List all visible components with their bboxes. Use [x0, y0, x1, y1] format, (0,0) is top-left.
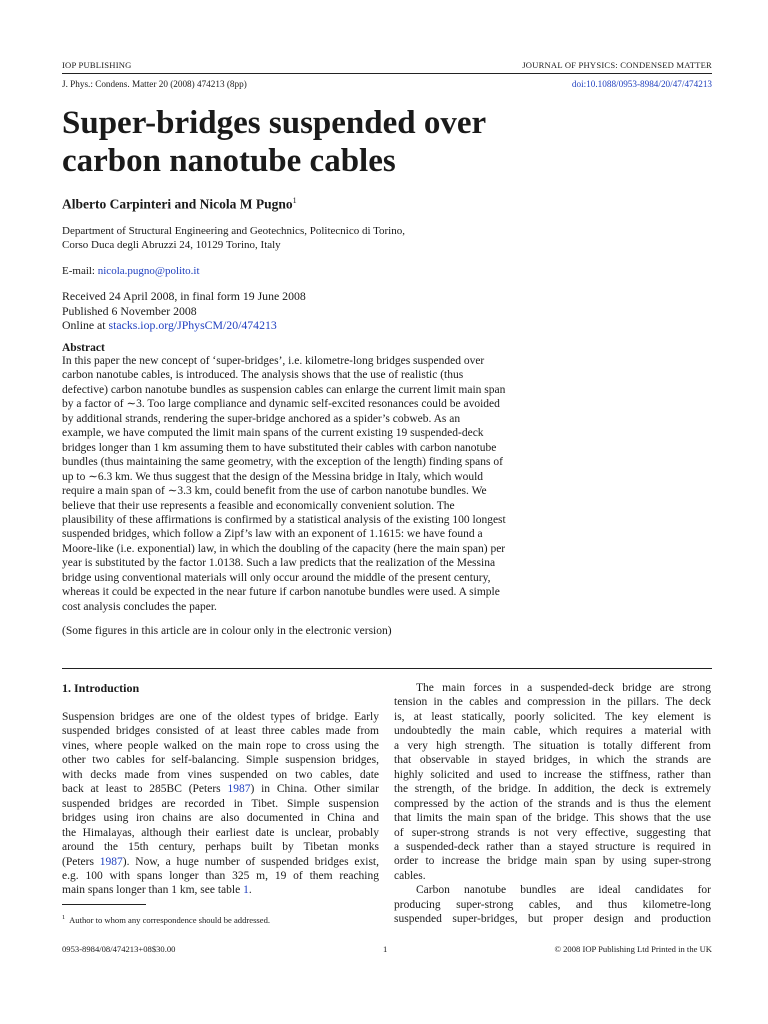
body-text-line: vines, where people walked on the main rope to cross using the: [62, 739, 379, 752]
body-text-line: (Peters 1987). Now, a huge number of suspended bridges exist,: [62, 855, 379, 868]
abstract-body: [62, 354, 552, 614]
copyright: © 2008 IOP Publishing Ltd Printed in the UK: [554, 944, 712, 954]
body-text-line: suspended super-bridges, but proper design and production: [394, 913, 711, 926]
email-link[interactable]: nicola.pugno@polito.it: [97, 265, 200, 277]
author-list: [62, 196, 297, 213]
body-text-line: undoubtedly the main cable, which requires a material with: [394, 725, 711, 738]
body-text-line: a suspended-deck rather than a stayed structure is required in: [394, 840, 711, 853]
body-text-line: that limits the main span of the bridge. This shows that the use: [394, 812, 711, 825]
affiliation-line: Corso Duca degli Abruzzi 24, 10129 Torino, Italy: [62, 238, 281, 251]
body-text-line: bridges using iron chains are also documented in China and: [62, 812, 379, 825]
title-line: Super-bridges suspended over: [62, 105, 487, 141]
abstract-line: year is substituted by the factor 1.0138. Such a law predicts that the realization of the Messina: [62, 557, 496, 570]
abstract-line: bridges longer than 1 km assuming them to have substituted their cables with carbon nanotube: [62, 441, 497, 454]
abstract-line: Moore-like (i.e. exponential) law, in which the doubling of the capacity (here the main span) per: [62, 542, 506, 555]
body-text-line: the Himalayas, although their earliest date is unclear, probably: [62, 826, 379, 839]
body-text-line: other two cables for self-balancing. Simple suspension bridges,: [62, 754, 379, 767]
body-text-line: back at least to 285BC (Peters 1987) in China. Other similar: [62, 783, 379, 796]
article-code: 0953-8984/08/474213+08$30.00: [62, 944, 176, 954]
online-line: [62, 318, 306, 333]
email-line: [62, 265, 200, 277]
abstract-line: bundles (thus maintaining the same geometry, with the exception of the length) finding spans of: [62, 456, 503, 469]
abstract-line: up to ∼6.3 km. We thus suggest that the design of the Messina bridge in Italy, which would: [62, 470, 484, 483]
body-text-line: is, at least statically, poorly solicited. The key element is: [394, 710, 711, 723]
abstract-line: bridge using conventional materials will only occur around the middle of the present century,: [62, 571, 491, 584]
body-text-line: the strength, of the bridge. In addition, the deck is extremely: [394, 783, 711, 796]
author-names: Alberto Carpinteri and Nicola M Pugno: [62, 196, 293, 212]
online-link[interactable]: stacks.iop.org/JPhysCM/20/474213: [108, 318, 277, 332]
publication-dates: [62, 289, 306, 333]
body-text-line: Suspension bridges are one of the oldest types of bridge. Early: [62, 711, 379, 723]
body-text-line: Carbon nanotube bundles are ideal candidates for: [416, 884, 711, 897]
right-column: [394, 681, 711, 927]
abstract-line: by a factor of ∼3. Too large compliance and dynamic self-excited resonances could be avoided: [62, 398, 500, 411]
body-text-line: e.g. 100 with spans longer than 325 m, 19 of them reaching: [62, 869, 379, 882]
abstract-line: believe that their use represents a feasible and economically convenient solution. The: [62, 499, 455, 512]
body-text-line: of super-strong strands is not very effective, suggesting that: [394, 826, 711, 839]
body-text-line: compressed by the action of the strands and is thus the element: [394, 797, 711, 810]
title-line: carbon nanotube cables: [62, 143, 396, 179]
left-column: [62, 710, 379, 898]
body-text-line: highly solicited and used to increase the stiffness, rather than: [394, 768, 711, 781]
abstract-line: example, we have computed the limit main spans of the current existing 19 suspended-deck: [62, 427, 484, 440]
body-text-line: a very high strength. The situation is totally different from: [394, 739, 711, 752]
published-date: Published 6 November 2008: [62, 303, 197, 318]
reference-link[interactable]: 1987: [227, 783, 251, 796]
footnote: [62, 914, 270, 925]
online-label: Online at: [62, 318, 106, 332]
abstract-line: cost analysis concludes the paper.: [62, 600, 217, 613]
body-text-line: with decks made from vines suspended on two cables, date: [62, 768, 379, 781]
page-number: 1: [383, 944, 388, 954]
body-text-line: The main forces in a suspended-deck bridge are strong: [416, 682, 711, 694]
abstract-line: by additional strands, rendering the super-bridge anchored as a spider’s cobweb. As an: [62, 412, 461, 425]
reference-link[interactable]: 1: [243, 884, 249, 897]
paper-title: [62, 104, 486, 180]
abstract-line: whereas it could be expected in the near future if carbon nanotube bundles were used. A simple: [62, 586, 500, 599]
section-divider: [62, 668, 712, 669]
abstract-line: carbon nanotube cables, is introduced. The analysis shows that the use of realistic (thus: [62, 369, 464, 382]
abstract-line: suspended bridges, which follow a Zipf’s law with an exponent of 1.1615: we have found a: [62, 528, 483, 541]
body-text-line: main spans longer than 1 km, see table 1.: [62, 884, 252, 897]
section-heading: 1. Introduction: [62, 681, 140, 695]
received-date: Received 24 April 2008, in final form 19 June 2008: [62, 289, 306, 303]
body-text-line: around the 15th century, perhaps built by Tibetan monks: [62, 841, 379, 854]
journal-name: JOURNAL OF PHYSICS: CONDENSED MATTER: [522, 60, 712, 70]
abstract-heading: Abstract: [62, 342, 105, 354]
abstract-line: plausibility of these affirmations is confirmed by a statistical analysis of the existing 100 longest: [62, 513, 506, 526]
abstract-line: require a main span of ∼3.3 km, could benefit from the use of carbon nanotube bundles. We: [62, 485, 487, 498]
header-divider: [62, 73, 712, 74]
journal-citation: J. Phys.: Condens. Matter 20 (2008) 474213 (8pp): [62, 79, 247, 89]
doi-link[interactable]: doi:10.1088/0953-8984/20/47/474213: [571, 79, 712, 89]
publisher-name: IOP PUBLISHING: [62, 60, 132, 70]
footnote-text: Author to whom any correspondence should be addressed.: [69, 914, 271, 925]
footnote-mark: 1: [62, 914, 66, 921]
reference-link[interactable]: 1987: [99, 855, 123, 868]
abstract-line: In this paper the new concept of ‘super-bridges’, i.e. kilometre-long bridges suspended over: [62, 355, 485, 367]
affiliation: [62, 225, 405, 252]
author-footnote-mark: 1: [292, 196, 297, 205]
affiliation-line: Department of Structural Engineering and Geotechnics, Politecnico di Torino,: [62, 225, 405, 237]
abstract-line: defective) carbon nanotube bundles as suspension cables can enlarge the current limit main span: [62, 383, 506, 396]
body-text-line: producing super-strong cables, and thus kilometre-long: [394, 898, 711, 911]
body-text-line: cables.: [394, 869, 426, 882]
body-text-line: order to increase the bridge main span by using super-strong: [394, 855, 711, 868]
body-text-line: that observable in stayed bridges, in which the strands are: [394, 754, 711, 767]
body-text-line: suspended bridges are recorded in Tibet. Simple suspension: [62, 797, 379, 810]
body-text-line: tension in the cables and compression in the pillars. The deck: [394, 696, 711, 709]
footnote-divider: [62, 904, 146, 905]
body-text-line: suspended bridges consisted of at least three cables made from: [62, 725, 379, 738]
email-label: E-mail:: [62, 265, 95, 277]
colour-note: (Some figures in this article are in colour only in the electronic version): [62, 625, 392, 637]
